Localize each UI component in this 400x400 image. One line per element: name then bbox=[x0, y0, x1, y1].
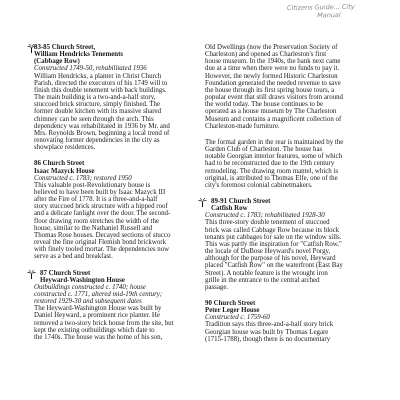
entry-heading-address: 87 Church Street bbox=[40, 269, 91, 277]
handwritten-note-line: Manual bbox=[317, 11, 341, 20]
entry-dates: Outbuildings constructed c. 1740; house bbox=[34, 283, 146, 291]
body-line: the world today. The house continues to be bbox=[205, 101, 324, 109]
right-column bbox=[205, 44, 381, 352]
body-line: reveal the fine original Flemish bond brickwork bbox=[34, 239, 167, 247]
body-line: Georgian house was built by Thomas Legare bbox=[205, 328, 329, 336]
handwritten-note-line: Citizens Guide... City bbox=[286, 2, 355, 12]
body-line: due at a time when there were no funds to pay it. bbox=[205, 65, 340, 73]
entry-heading-address: 86 Church Street bbox=[34, 160, 85, 168]
palmetto-tree-icon bbox=[27, 270, 36, 279]
body-line: city's foremost colonial cabinetmakers. bbox=[205, 181, 313, 189]
body-line: (1715-1788), though there is no documentary bbox=[205, 335, 331, 343]
entry-dates: Constructed c. 1759-60 bbox=[205, 314, 270, 322]
garden-paragraph bbox=[205, 139, 381, 189]
body-line: This was partly the inspiration for "Catfish Row," bbox=[205, 240, 342, 248]
body-line: The Heyward-Washington House was built by bbox=[34, 305, 162, 313]
entry-heading-address: 90 Church Street bbox=[205, 300, 256, 307]
entry-dates: Constructed c. 1783; rehabilitated 1928-30 bbox=[205, 212, 325, 220]
body-line: finish this double tenement with back buildings. bbox=[34, 86, 167, 94]
body-line: grille in the entrance to the central arched bbox=[205, 276, 320, 284]
body-line: This valuable post-Revolutionary house is bbox=[34, 181, 151, 189]
body-line: operated as a house museum by The Charleston bbox=[205, 108, 337, 116]
body-line: Thomas Rose houses. Decayed sections of stucco bbox=[34, 231, 171, 239]
body-line: Old Dwellings (now the Preservation Society of bbox=[205, 44, 338, 51]
body-line: although for the purpose of his novel, Heyward bbox=[205, 255, 336, 263]
body-line: showplace residences. bbox=[34, 144, 96, 152]
body-line: placed "Catfish Row" on the waterfront (East Bay bbox=[205, 262, 343, 270]
body-line: Charleston) and opened as Charleston's first bbox=[205, 51, 327, 59]
body-line: The formal garden in the rear is maintained by the bbox=[205, 138, 344, 146]
body-line: Foundation generated the needed revenue to save bbox=[205, 79, 341, 87]
body-line: The main building is a two-and-a-half story, bbox=[34, 94, 156, 102]
body-line: tenants put cabbages for sale on the window sills. bbox=[205, 233, 342, 241]
body-line: Museum and contains a magnificent collection of bbox=[205, 115, 342, 123]
body-line: remodeling. The drawing room mantel, which is bbox=[205, 167, 339, 175]
body-line: Garden Club of Charleston. The house has bbox=[205, 146, 323, 154]
entry-dates: Constructed c. 1783; restored 1950 bbox=[34, 174, 132, 182]
body-line: former double kitchen with its massive shared bbox=[34, 108, 162, 116]
body-line: Tradition says this three-and-a-half story brick bbox=[205, 321, 334, 329]
heyward-washington-continued bbox=[205, 44, 381, 130]
entry-heading-name: Peter Leger House bbox=[205, 307, 260, 315]
entry-90-church-street bbox=[205, 300, 381, 343]
body-line: believed to have been built by Isaac Mazyck III bbox=[34, 188, 166, 196]
body-line: Mrs. Reynolds Brown, beginning a local trend of bbox=[34, 129, 170, 137]
body-line: floor drawing room stretches the width of the bbox=[34, 217, 159, 225]
entry-dates: Constructed 1749-50, rehabilitated 1936 bbox=[34, 65, 147, 73]
body-line: However, the newly formed Historic Charleston bbox=[205, 72, 338, 80]
body-line: the 1740s. The house was the home of his son, bbox=[34, 333, 163, 341]
body-line: with finely tooled mortar. The dependencies now bbox=[34, 246, 170, 254]
body-line: chimney can be seen through the arch. This bbox=[34, 115, 154, 123]
body-line: and a delicate fanlight over the door. The second- bbox=[34, 210, 171, 218]
body-line: serve as a bed and breakfast. bbox=[34, 253, 113, 261]
body-line: popular event that still draws visitors from around bbox=[205, 94, 343, 102]
palmetto-tree-icon bbox=[27, 44, 36, 53]
body-line: brick was called Cabbage Row because its block bbox=[205, 226, 340, 234]
entry-89-91-church-street bbox=[205, 198, 381, 291]
entry-83-85-church-street bbox=[34, 44, 210, 151]
body-line: the house through its first spring house tours, a bbox=[205, 86, 335, 94]
entry-heading-alias: (Cabbage Row) bbox=[34, 58, 80, 66]
body-line: house museum. In the 1940s, the bank next came bbox=[205, 58, 341, 66]
body-line: after the Fire of 1778. It is a three-and-a-half bbox=[34, 196, 158, 204]
entry-heading-name: Isaac Mazyck House bbox=[34, 167, 95, 175]
entry-heading-address: 89-91 Church Street bbox=[211, 197, 271, 205]
body-line: renovating former dependencies in the city as bbox=[34, 137, 160, 145]
body-line: the locale of DuBose Heyward's novel Porgy, bbox=[205, 248, 331, 256]
entry-86-church-street bbox=[34, 160, 210, 260]
entry-heading-name: Catfish Row bbox=[211, 205, 248, 213]
entry-87-church-street bbox=[34, 270, 210, 342]
entry-heading-name: Heyward-Washington House bbox=[40, 276, 125, 284]
body-line: Charleston-made furniture. bbox=[205, 122, 280, 130]
entry-dates: restored 1929-30 and subsequent dates bbox=[34, 298, 142, 306]
left-column bbox=[34, 44, 210, 350]
body-line: William Hendricks, a planter in Christ Church bbox=[34, 72, 162, 80]
body-line: Parish, directed the executors of his 1749 will to bbox=[34, 79, 168, 87]
body-line: story stuccoed brick structure with a hipped roof bbox=[34, 203, 168, 211]
handwritten-note bbox=[287, 2, 397, 20]
body-line: house, similar to the Nathaniel Russell and bbox=[34, 224, 153, 232]
body-line: removed a two-story brick house from the site, but bbox=[34, 319, 174, 327]
body-line: notable Georgian interior features, some of which bbox=[205, 153, 343, 161]
entry-heading-address: 83-85 Church Street, bbox=[34, 44, 96, 51]
body-line: Daniel Heyward, a prominent rice planter. He bbox=[34, 312, 160, 320]
body-line: This three-story double tenement of stuccoed bbox=[205, 219, 330, 227]
body-line: had to be reconstructed due to the 19th century bbox=[205, 160, 335, 168]
body-line: stuccoed brick structure, simply finished. The bbox=[34, 101, 160, 109]
body-line: Street). A notable feature is the wrought iron bbox=[205, 269, 328, 277]
entry-dates: constructed c. 1771, altered mid-19th century; bbox=[34, 291, 163, 298]
palmetto-tree-icon bbox=[198, 198, 207, 207]
body-line: passage. bbox=[205, 283, 229, 291]
body-line: kept the existing outbuildings which date to bbox=[34, 326, 155, 334]
entry-heading-name: William Hendricks Tenements bbox=[34, 51, 124, 59]
body-line: original, is attributed to Thomas Elfe, one of the bbox=[205, 174, 338, 182]
body-line: dependency was rehabilitated in 1936 by Mr. and bbox=[34, 122, 170, 130]
